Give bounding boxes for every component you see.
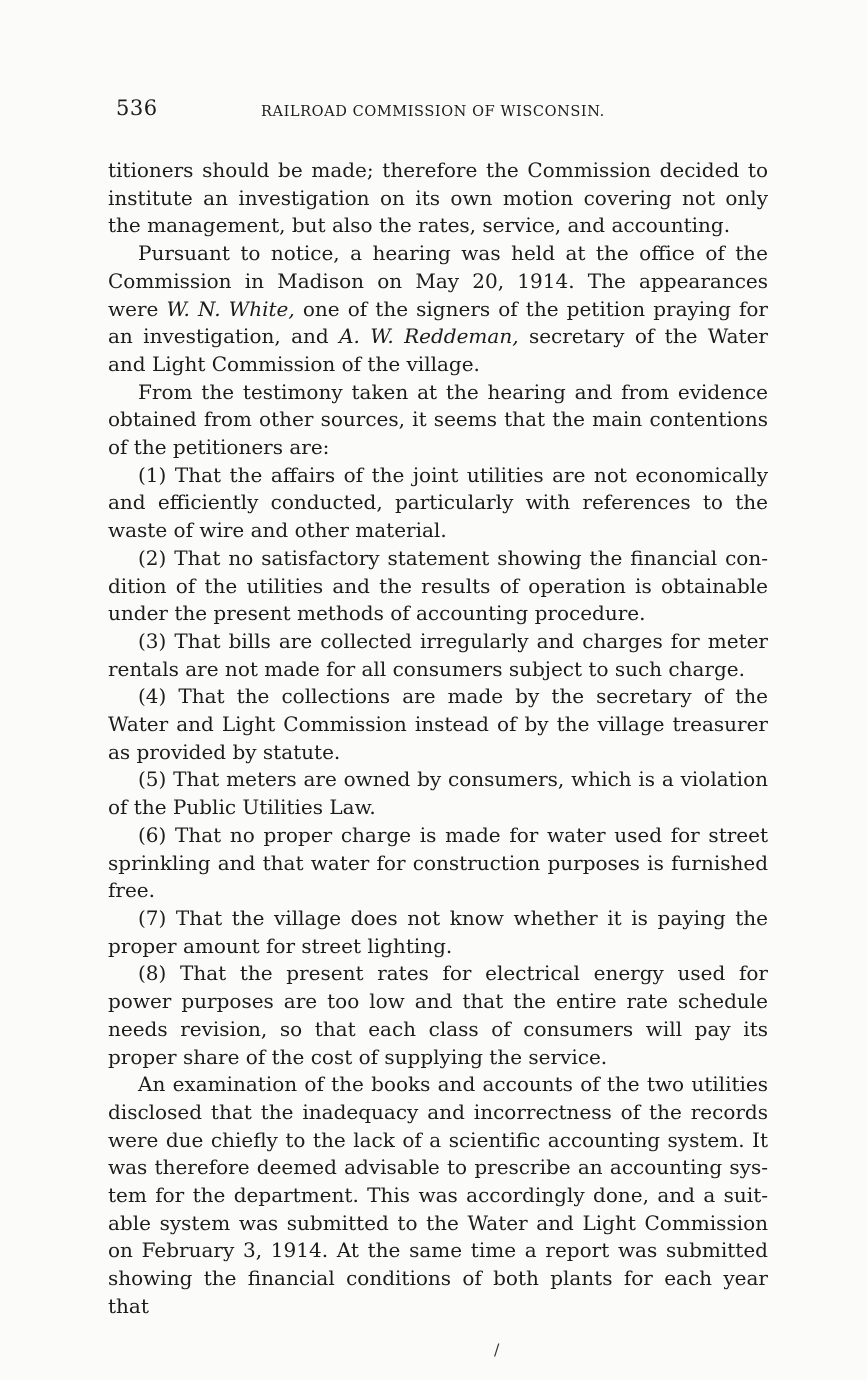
text-segment: (5) That meters are owned by consumers, which is a violation of the Public Utilities Law. bbox=[108, 767, 768, 820]
text-segment: (4) That the collections are made by the secretary of the Water and Light Commission instead of by the village treasurer as provided by statute. bbox=[108, 684, 768, 764]
paragraph bbox=[108, 157, 768, 240]
paragraph bbox=[108, 379, 768, 462]
paragraph bbox=[108, 240, 768, 379]
italic-name: W. N. White, bbox=[166, 296, 295, 321]
running-head: RAILROAD COMMISSION OF WISCONSIN. bbox=[261, 104, 605, 120]
text-segment: (6) That no proper charge is made for water used for street sprinkling and that water for construction purposes is furnished free. bbox=[108, 822, 768, 903]
text-segment: (8) That the present rates for electrical energy used for power purposes are too low and that the entire rate schedule needs revision, so that each class of consumers will pay its proper share of the cost of supplying the service. bbox=[108, 961, 768, 1069]
text-segment: Pursuant to notice, a hearing was held at the office of the Commission in Madison on May 20, 1914. The appearances were bbox=[108, 241, 768, 321]
stray-mark: / bbox=[494, 1340, 500, 1359]
text-segment: From the testimony taken at the hearing and from evidence obtained from other sources, it seems that the main contentions of the petitioners are: bbox=[108, 379, 768, 460]
text-segment: titioners should be made; therefore the Commission decided to institute an investigation on its own motion covering not only the management, but also the rates, service, and accounting. bbox=[108, 158, 768, 238]
body-text bbox=[108, 157, 768, 1321]
paragraph bbox=[108, 545, 768, 628]
paragraph bbox=[108, 905, 768, 960]
paragraph bbox=[108, 960, 768, 1071]
paragraph bbox=[108, 822, 768, 905]
page-number: 536 bbox=[116, 96, 158, 120]
text-segment: (7) That the village does not know whether it is paying the proper amount for street lighting. bbox=[108, 905, 768, 958]
page-header bbox=[116, 96, 766, 126]
text-segment: (2) That no satisfactory statement showing the financial condition of the utilities and the results of operation is obtainable under the present methods of accounting procedure. bbox=[108, 545, 768, 626]
text-segment: An examination of the books and accounts of the two utilities disclosed that the inadequacy and incorrectness of the records were due chiefly to the lack of a scientific accounting system. It was therefore deemed advisable to prescribe an accounting system for the department. This was accordingly done, and a suitable system was submitted to the Water and Light Commission on February 3, 1914. At the same time a report was submitted showing the financial conditions of both plants for each year that bbox=[108, 1072, 768, 1318]
text-segment: (1) That the affairs of the joint utilities are not economically and efficiently conducted, particularly with references to the waste of wire and other material. bbox=[108, 462, 768, 543]
paragraph bbox=[108, 1071, 768, 1320]
paragraph bbox=[108, 462, 768, 545]
paragraph bbox=[108, 628, 768, 683]
text-segment: one of the signers of the petition praying for an investigation, and bbox=[108, 296, 768, 349]
paragraph bbox=[108, 683, 768, 766]
text-segment: (3) That bills are collected irregularly and charges for meter rentals are not made for all consumers subject to such charge. bbox=[108, 628, 768, 681]
text-segment: secretary of the Water and Light Commission of the village. bbox=[108, 324, 768, 376]
paragraph bbox=[108, 766, 768, 821]
italic-name: A. W. Reddeman, bbox=[339, 324, 519, 349]
